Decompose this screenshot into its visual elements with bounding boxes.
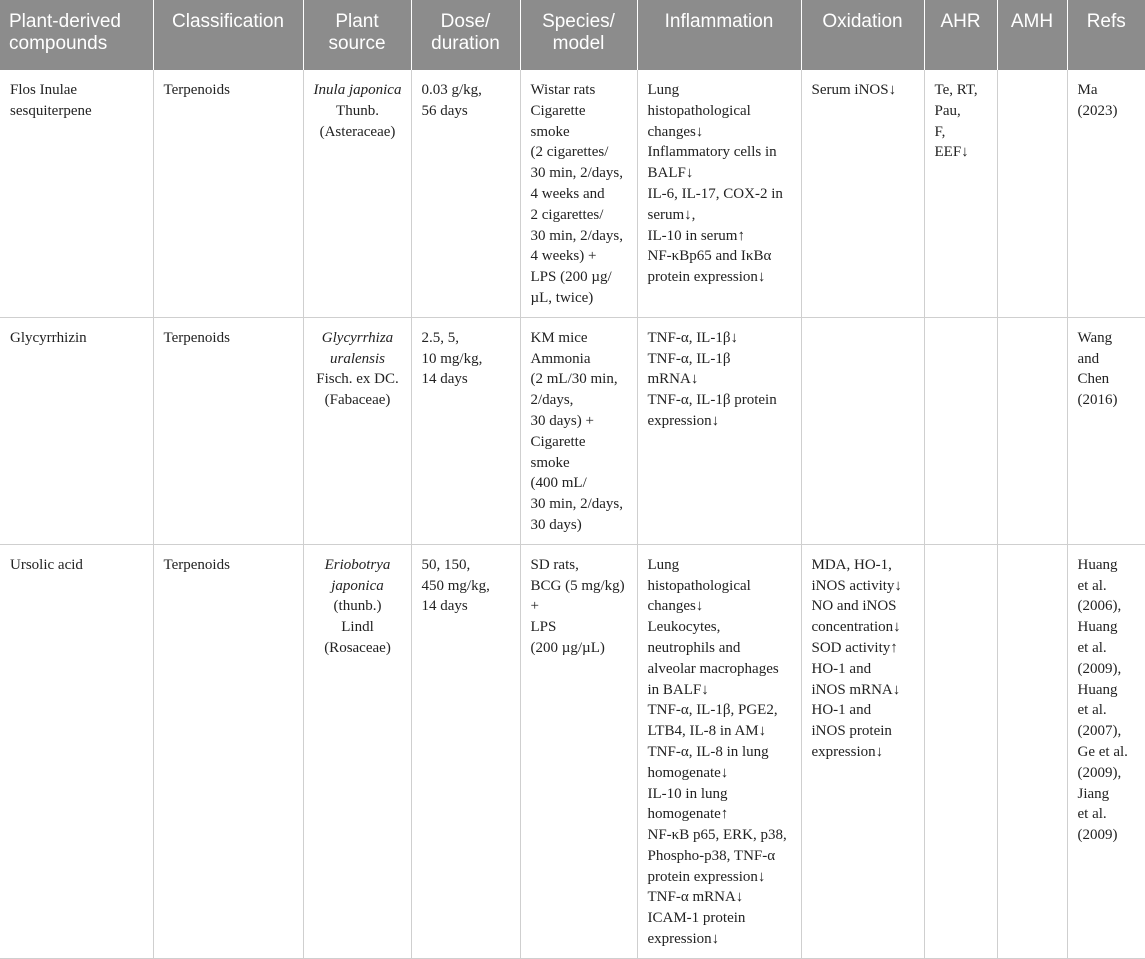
- plant-authority-family: (thunb.) Lindl (Rosaceae): [324, 598, 391, 656]
- header-row: [0, 0, 1145, 70]
- cell-dose: 50, 150, 450 mg/kg, 14 days: [411, 544, 520, 958]
- cell-ahr: [924, 317, 997, 544]
- cell-amh: [997, 70, 1067, 317]
- header-inflammation: Inflammation: [637, 0, 801, 70]
- cell-plant-source: [303, 317, 411, 544]
- header-dose-duration: Dose/ duration: [411, 0, 520, 70]
- cell-ahr: Te, RT, Pau, F, EEF↓: [924, 70, 997, 317]
- table-row: [0, 70, 1145, 317]
- cell-model: KM mice Ammonia (2 mL/30 min, 2/days, 30 days) + Cigarette smoke (400 mL/ 30 min, 2/days, 30 days): [520, 317, 637, 544]
- cell-amh: [997, 317, 1067, 544]
- table-row: [0, 317, 1145, 544]
- header-amh: AMH: [997, 0, 1067, 70]
- cell-refs: Wang and Chen (2016): [1067, 317, 1145, 544]
- header-classification: Classification: [153, 0, 303, 70]
- header-species-model: Species/ model: [520, 0, 637, 70]
- plant-authority-family: Thunb. (Asteraceae): [319, 102, 396, 140]
- cell-plant-source: [303, 544, 411, 958]
- header-ahr: AHR: [924, 0, 997, 70]
- cell-oxidation: Serum iNOS↓: [801, 70, 924, 317]
- cell-oxidation: [801, 317, 924, 544]
- header-plant-source: Plant source: [303, 0, 411, 70]
- plant-species-name: Glycyrrhiza uralensis: [321, 329, 394, 367]
- cell-oxidation: MDA, HO-1, iNOS activity↓ NO and iNOS concentration↓ SOD activity↑ HO-1 and iNOS mRNA↓ HO-1 and iNOS protein expression↓: [801, 544, 924, 958]
- cell-compound: Ursolic acid: [0, 544, 153, 958]
- cell-inflammation: Lung histopathological changes↓ Leukocytes, neutrophils and alveolar macrophages in BALF↓ TNF-α, IL-1β, PGE2, LTB4, IL-8 in AM↓ TNF-α, IL-8 in lung homogenate↓ IL-10 in lung homogenate↑ NF-κB p65, ERK, p38, Phospho-p38, TNF-α protein expression↓ TNF-α mRNA↓ ICAM-1 protein expression↓: [637, 544, 801, 958]
- cell-model: Wistar rats Cigarette smoke (2 cigarettes/ 30 min, 2/days, 4 weeks and 2 cigarettes/ 30 min, 2/days, 4 weeks) + LPS (200 µg/ µL, twice): [520, 70, 637, 317]
- cell-classification: Terpenoids: [153, 70, 303, 317]
- cell-dose: 0.03 g/kg, 56 days: [411, 70, 520, 317]
- cell-dose: 2.5, 5, 10 mg/kg, 14 days: [411, 317, 520, 544]
- cell-plant-source: [303, 70, 411, 317]
- cell-refs: Ma (2023): [1067, 70, 1145, 317]
- plant-authority-family: Fisch. ex DC. (Fabaceae): [316, 371, 399, 409]
- cell-inflammation: TNF-α, IL-1β↓ TNF-α, IL-1β mRNA↓ TNF-α, IL-1β protein expression↓: [637, 317, 801, 544]
- cell-amh: [997, 544, 1067, 958]
- plant-species-name: Eriobotrya japonica: [324, 556, 391, 594]
- table-row: [0, 544, 1145, 958]
- plant-species-name: Inula japonica: [313, 82, 402, 98]
- cell-classification: Terpenoids: [153, 317, 303, 544]
- cell-model: SD rats, BCG (5 mg/kg) + LPS (200 µg/µL): [520, 544, 637, 958]
- cell-inflammation: Lung histopathological changes↓ Inflammatory cells in BALF↓ IL-6, IL-17, COX-2 in serum↓, IL-10 in serum↑ NF-κBp65 and IκBα protein expression↓: [637, 70, 801, 317]
- cell-compound: Glycyrrhizin: [0, 317, 153, 544]
- cell-classification: Terpenoids: [153, 544, 303, 958]
- cell-refs: Huang et al. (2006), Huang et al. (2009), Huang et al. (2007), Ge et al. (2009), Jiang et al. (2009): [1067, 544, 1145, 958]
- header-oxidation: Oxidation: [801, 0, 924, 70]
- header-compounds: Plant-derived compounds: [0, 0, 153, 70]
- cell-compound: Flos Inulae sesquiterpene: [0, 70, 153, 317]
- header-refs: Refs: [1067, 0, 1145, 70]
- cell-ahr: [924, 544, 997, 958]
